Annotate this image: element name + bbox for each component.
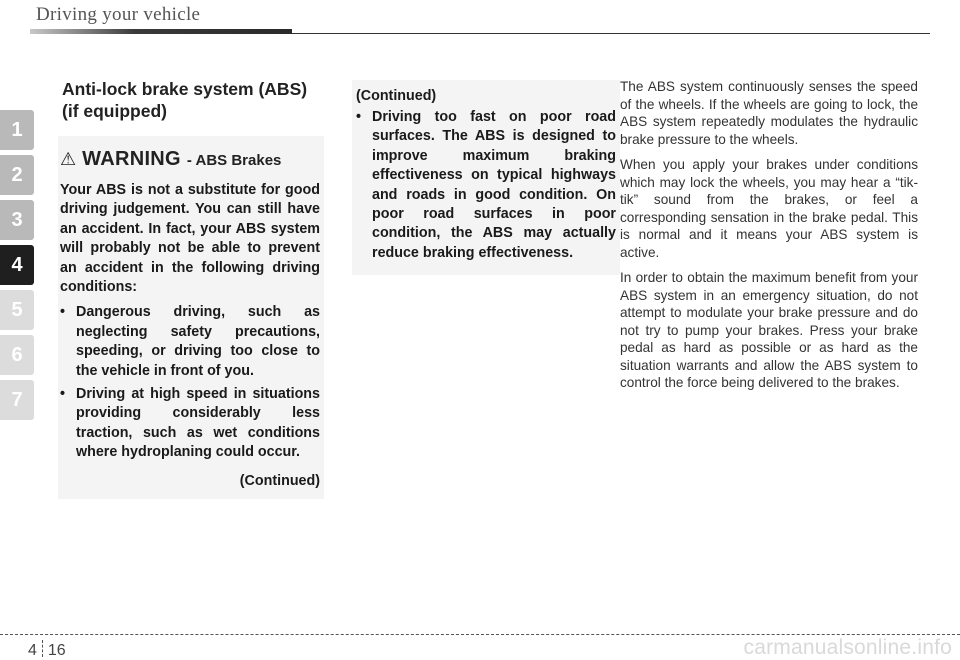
warning-intro: Your ABS is not a substitute for good driving judgement. You can still have an accident. In fact, your ABS system will probably not be able to prevent an accident in the following driving conditions: (60, 182, 320, 296)
warning-bullet (60, 385, 320, 463)
page-separator (42, 640, 43, 657)
footer-rule (0, 634, 960, 635)
chapter-tab-5[interactable]: 5 (0, 290, 34, 330)
page-index: 16 (47, 642, 66, 659)
warning-continuation-box (352, 80, 620, 275)
chapter-tab-1[interactable]: 1 (0, 110, 34, 150)
warning-bullet-text: Dangerous driving, such as neglecting safety precautions, speeding, or driving too close to the vehicle in front of you. (76, 304, 320, 379)
warning-title (60, 148, 320, 171)
chapter-tab-7[interactable]: 7 (0, 380, 34, 420)
header-rule-thin (292, 33, 930, 34)
warning-triangle-icon: ⚠ (60, 149, 77, 169)
continued-label: (Continued) (239, 472, 320, 489)
bullet-dot: • (60, 386, 66, 403)
column-middle (352, 80, 620, 275)
chapter-tabs (0, 110, 38, 425)
chapter-tab-3[interactable]: 3 (0, 200, 34, 240)
column-left (62, 78, 324, 499)
warning-bullet (60, 303, 320, 381)
page-header-title: Driving your vehicle (36, 4, 201, 25)
chapter-tab-2[interactable]: 2 (0, 155, 34, 195)
body-paragraph: In order to obtain the maximum benefit from your ABS system in an emergency situation, do not attempt to modulate your brake pressure and do not try to pump your brakes. Press your brake pedal as hard as possible or as hard as the situation warrants and allow the ABS system to control the force being delivered to the brakes. (620, 270, 918, 390)
chapter-tab-4[interactable]: 4 (0, 245, 34, 285)
page-chapter: 4 (28, 642, 37, 659)
watermark: carmanualsonline.info (743, 636, 952, 659)
body-paragraph: The ABS system continuously senses the speed of the wheels. If the wheels are going to lock, the ABS system repeatedly modulates the hydraulic brake pressure to the wheels. (620, 79, 918, 147)
continued-label: (Continued) (356, 88, 437, 104)
header-rule-thick (30, 29, 292, 34)
warning-word: WARNING (82, 148, 181, 170)
warning-subject: - ABS Brakes (186, 152, 282, 169)
section-heading: Anti-lock brake system (ABS) (if equipped) (62, 79, 308, 121)
warning-box (58, 136, 324, 499)
page-number (28, 640, 66, 660)
warning-bullet (356, 108, 616, 263)
column-right (620, 78, 918, 400)
warning-bullet-text: Driving at high speed in situations providing considerably less traction, such as wet conditions where hydroplaning could occur. (76, 386, 320, 461)
body-paragraph: When you apply your brakes under conditions which may lock the wheels, you may hear a “tik-tik” sound from the brakes, or feel a corresponding sensation in the brake pedal. This is normal and it means your ABS system is active. (620, 157, 918, 260)
warning-bullet-text: Driving too fast on poor road surfaces. The ABS is designed to improve maximum braking effectiveness on typical highways and roads in good condition. On poor road surfaces in poor condition, the ABS may actually reduce braking effectiveness. (372, 109, 616, 261)
bullet-dot: • (356, 109, 362, 125)
chapter-tab-6[interactable]: 6 (0, 335, 34, 375)
bullet-dot: • (60, 304, 66, 321)
